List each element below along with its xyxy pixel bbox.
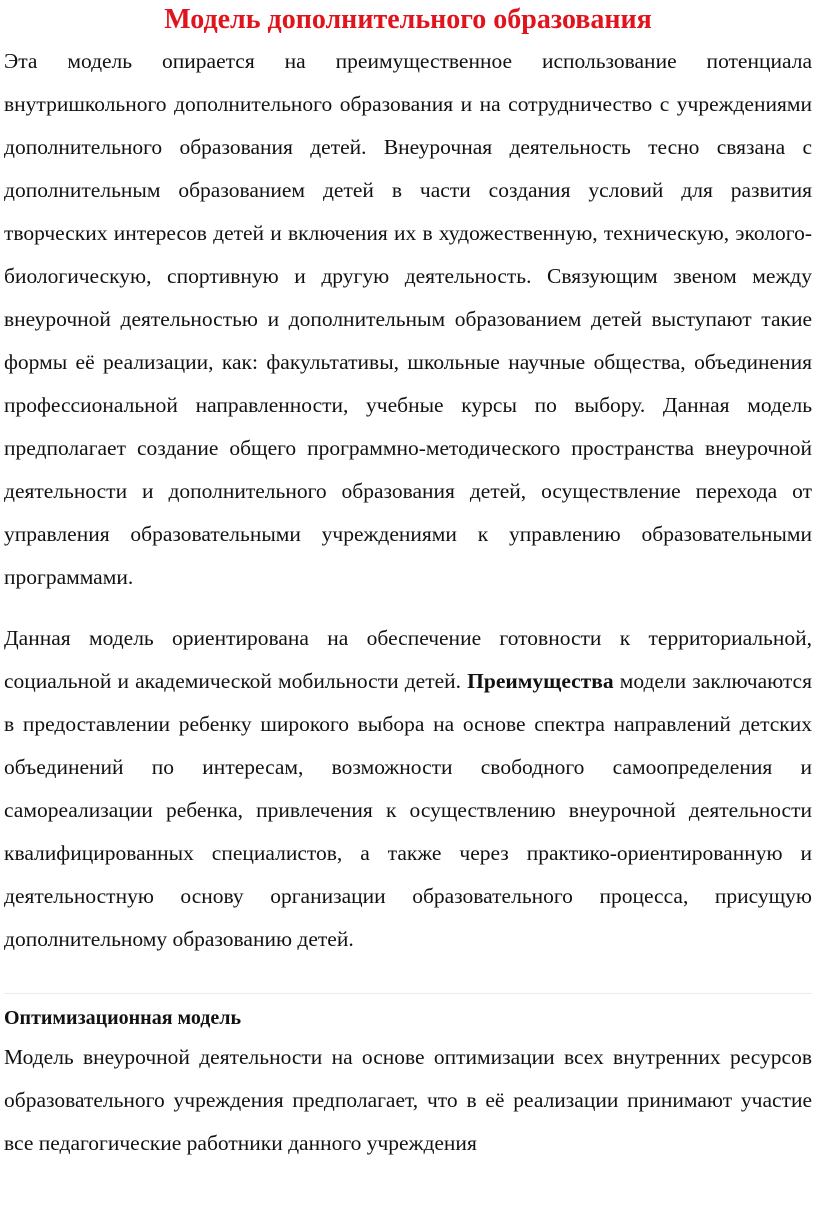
paragraph-text-end: модели заключаются в предоставлении ребенку широкого выбора на основе спектра направлений детских объединений по интересам, возможности свободного самоопределения и самореализации ребенка, привлечения к осуществлению внеурочной деятельности квалифицированных специалистов, а также через практико-ориентированную и деятельностную основу организации образовательного процесса, присущую дополнительному образованию детей. <box>4 669 812 951</box>
section-divider <box>4 993 812 994</box>
paragraph-model-advantages <box>4 617 812 961</box>
page-title: Модель дополнительного образования <box>164 4 652 35</box>
paragraph-optimization-model: Модель внеурочной деятельности на основе оптимизации всех внутренних ресурсов образовательного учреждения предполагает, что в её реализации принимают участие все педагогические работники данного учреждения <box>4 1045 812 1155</box>
paragraph-text-start: Данная модель ориентирована на обеспечение готовности к территориальной, социальной и академической мобильности детей. <box>4 626 812 693</box>
advantages-bold-term: Преимущества <box>467 669 614 693</box>
section-heading: Оптимизационная модель <box>4 1007 242 1029</box>
paragraph-model-description: Эта модель опирается на преимущественное использование потенциала внутришкольного дополнительного образования и на сотрудничество с учреждениями дополнительного образования детей. Внеурочная деятельность тесно связана с дополнительным образованием детей в части создания условий для развития творческих интересов детей и включения их в художественную, техническую, эколого-биологическую, спортивную и другую деятельность. Связующим звеном между внеурочной деятельностью и дополнительным образованием детей выступают такие формы её реализации, как: факультативы, школьные научные общества, объединения профессиональной направленности, учебные курсы по выбору. Данная модель предполагает создание общего программно-методического пространства внеурочной деятельности и дополнительного образования детей, осуществление перехода от управления образовательными учреждениями к управлению образовательными программами. <box>4 49 812 589</box>
